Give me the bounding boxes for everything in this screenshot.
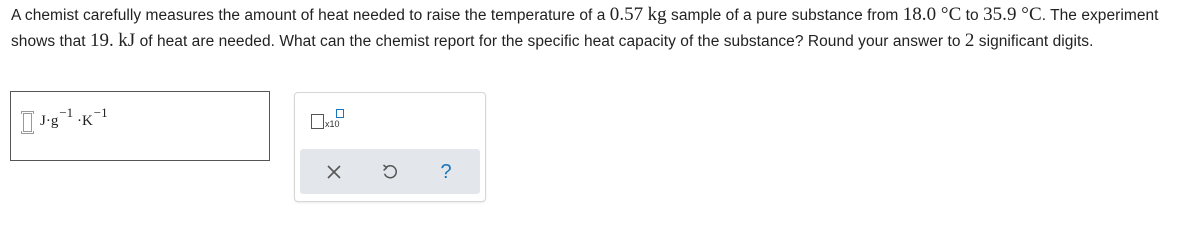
unit-gram-exponent: −1 [59,105,74,120]
help-button[interactable] [429,155,463,189]
question-fragment: significant digits. [974,32,1094,50]
answer-unit [40,107,108,130]
mantissa-slot-icon [311,114,324,129]
exponent-slot-icon [336,109,344,118]
initial-temperature: 18.0 °C [902,4,962,25]
answer-input[interactable] [23,113,32,132]
unit-dot: · [76,113,82,129]
x10-label: x10 [325,119,340,129]
question-fragment: . The experiment shows that [11,7,1159,50]
question-fragment: to [961,7,984,24]
close-icon [327,165,341,179]
clear-button[interactable] [317,155,351,189]
heat-unit: kJ [118,29,136,51]
unit-joule: J [40,113,46,129]
undo-icon [381,163,399,181]
mass-unit: kg [647,4,667,25]
scientific-notation-button[interactable] [311,109,345,133]
final-temperature: 35.9 °C [983,4,1042,25]
help-icon: ? [440,160,452,183]
question-fragment: sample of a pure substance from [666,7,903,24]
unit-kelvin: K [81,113,93,129]
undo-button[interactable] [373,155,407,189]
answer-toolbox [294,92,486,202]
answer-box [10,91,270,161]
question-text [11,3,1181,54]
action-bar [300,149,480,194]
unit-gram: g [50,113,59,129]
unit-dot: · [45,113,51,129]
question-fragment: A chemist carefully measures the amount of heat needed to raise the temperature of a [11,7,610,24]
sig-digits-value: 2 [964,29,975,51]
mass-value: 0.57 [609,4,644,25]
question-fragment: of heat are needed. What can the chemist report for the specific heat capacity of the substance? Round your answer to [135,32,965,50]
unit-kelvin-exponent: −1 [93,105,108,120]
heat-value: 19. [89,29,114,51]
